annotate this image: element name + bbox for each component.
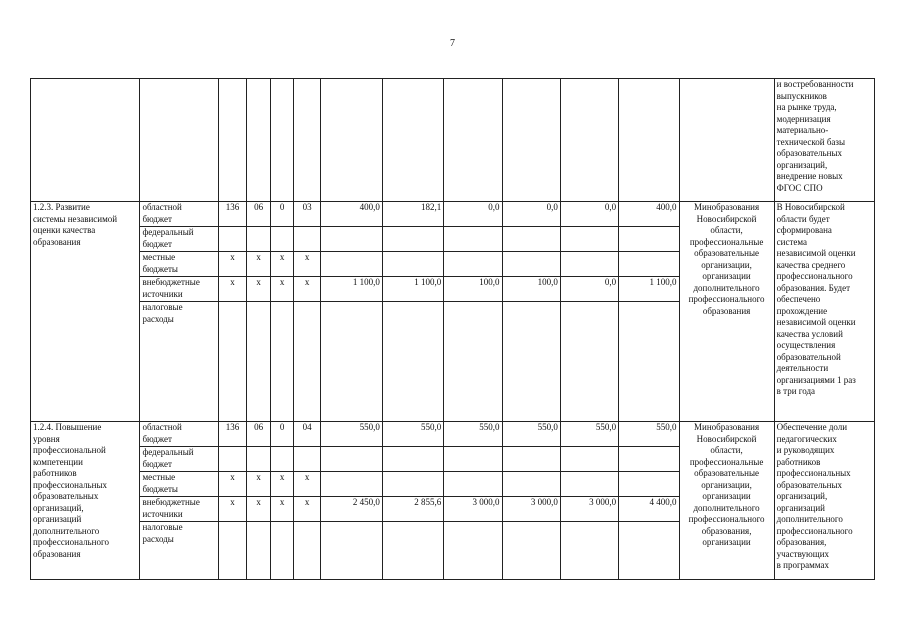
value-cell	[502, 252, 560, 277]
code-cell	[271, 79, 294, 202]
code-cell: 04	[293, 422, 321, 447]
task-name-cell: 1.2.3. Развитие системы независимой оценки качества образования	[31, 202, 140, 422]
code-cell: 06	[246, 202, 271, 227]
value-cell	[619, 522, 679, 580]
value-cell: 550,0	[502, 422, 560, 447]
code-cell	[293, 227, 321, 252]
value-cell: 0,0	[502, 202, 560, 227]
task-name-cell	[31, 79, 140, 202]
code-cell	[271, 302, 294, 422]
code-cell	[246, 227, 271, 252]
code-cell: x	[219, 472, 247, 497]
result-cell: В Новосибирской области будет сформирована система независимой оценки качества среднего профессионального образования. Будет обеспечено прохождение независимой оценки качества условий осуществления образовательной деятельности организациями 1 раз в три года	[774, 202, 874, 422]
code-cell	[271, 522, 294, 580]
source-cell: федеральный бюджет	[140, 227, 219, 252]
value-cell	[560, 227, 618, 252]
value-cell	[321, 79, 382, 202]
value-cell: 1 100,0	[382, 277, 443, 302]
code-cell: x	[246, 277, 271, 302]
value-cell	[560, 472, 618, 497]
value-cell: 550,0	[382, 422, 443, 447]
executor-cell: Минобразования Новосибирской области, профессиональные образовательные организации, организации дополнительного профессионального образования	[679, 202, 774, 422]
value-cell	[444, 227, 502, 252]
value-cell	[444, 302, 502, 422]
value-cell: 550,0	[619, 422, 679, 447]
value-cell	[321, 472, 382, 497]
code-cell: x	[219, 497, 247, 522]
value-cell: 550,0	[444, 422, 502, 447]
executor-cell: Минобразования Новосибирской области, профессиональные образовательные организации, организации дополнительного профессионального образования, организации	[679, 422, 774, 580]
value-cell: 0,0	[560, 202, 618, 227]
code-cell: 0	[271, 422, 294, 447]
table-row	[31, 422, 875, 447]
code-cell: x	[271, 277, 294, 302]
source-cell: налоговые расходы	[140, 522, 219, 580]
value-cell: 0,0	[560, 277, 618, 302]
value-cell	[502, 522, 560, 580]
value-cell	[560, 447, 618, 472]
value-cell	[444, 522, 502, 580]
source-cell: местные бюджеты	[140, 252, 219, 277]
value-cell	[321, 252, 382, 277]
source-cell: федеральный бюджет	[140, 447, 219, 472]
code-cell: 0	[271, 202, 294, 227]
code-cell	[219, 227, 247, 252]
source-cell: областной бюджет	[140, 422, 219, 447]
page-number: 7	[450, 38, 455, 49]
code-cell	[271, 227, 294, 252]
value-cell	[619, 252, 679, 277]
code-cell: x	[271, 252, 294, 277]
value-cell	[321, 302, 382, 422]
code-cell	[219, 447, 247, 472]
code-cell	[219, 302, 247, 422]
value-cell	[619, 79, 679, 202]
value-cell	[444, 252, 502, 277]
value-cell	[382, 447, 443, 472]
source-cell: местные бюджеты	[140, 472, 219, 497]
value-cell	[619, 227, 679, 252]
code-cell	[219, 79, 247, 202]
value-cell	[560, 79, 618, 202]
value-cell: 2 855,6	[382, 497, 443, 522]
value-cell: 400,0	[321, 202, 382, 227]
value-cell	[619, 447, 679, 472]
code-cell	[246, 447, 271, 472]
code-cell: 06	[246, 422, 271, 447]
result-cell: Обеспечение доли педагогических и руководящих работников профессиональных образовательных организаций, организаций дополнительного профессионального образования, участвующих в программах	[774, 422, 874, 580]
result-cell: и востребованности выпускников на рынке труда, модернизация материально- технической базы образовательных организаций, внедрение новых ФГОС СПО	[774, 79, 874, 202]
value-cell	[382, 252, 443, 277]
code-cell	[219, 522, 247, 580]
value-cell	[444, 447, 502, 472]
code-cell	[293, 79, 321, 202]
value-cell: 400,0	[619, 202, 679, 227]
value-cell	[502, 79, 560, 202]
value-cell: 1 100,0	[321, 277, 382, 302]
code-cell: x	[246, 252, 271, 277]
source-cell: областной бюджет	[140, 202, 219, 227]
code-cell: x	[293, 472, 321, 497]
source-cell: внебюджетные источники	[140, 277, 219, 302]
value-cell	[382, 472, 443, 497]
code-cell: x	[271, 472, 294, 497]
code-cell: 136	[219, 202, 247, 227]
code-cell	[293, 302, 321, 422]
executor-cell	[679, 79, 774, 202]
code-cell	[293, 522, 321, 580]
source-cell: внебюджетные источники	[140, 497, 219, 522]
value-cell	[321, 522, 382, 580]
table-row	[31, 202, 875, 227]
value-cell: 100,0	[502, 277, 560, 302]
value-cell	[321, 227, 382, 252]
value-cell	[502, 227, 560, 252]
value-cell: 0,0	[444, 202, 502, 227]
value-cell	[444, 79, 502, 202]
value-cell: 3 000,0	[444, 497, 502, 522]
code-cell: x	[293, 252, 321, 277]
task-name-cell: 1.2.4. Повышение уровня профессиональной компетенции работников профессиональных образовательных организаций, организаций дополнительного профессионального образования	[31, 422, 140, 580]
value-cell	[382, 79, 443, 202]
value-cell	[502, 302, 560, 422]
value-cell: 2 450,0	[321, 497, 382, 522]
code-cell	[246, 79, 271, 202]
value-cell: 3 000,0	[502, 497, 560, 522]
value-cell	[560, 302, 618, 422]
code-cell	[293, 447, 321, 472]
code-cell	[246, 522, 271, 580]
table-row-continuation	[31, 79, 875, 202]
value-cell: 3 000,0	[560, 497, 618, 522]
code-cell: x	[246, 497, 271, 522]
value-cell	[382, 227, 443, 252]
code-cell: x	[219, 252, 247, 277]
table-body	[31, 79, 875, 580]
code-cell: x	[293, 277, 321, 302]
code-cell: x	[246, 472, 271, 497]
code-cell: x	[219, 277, 247, 302]
code-cell	[246, 302, 271, 422]
source-cell	[140, 79, 219, 202]
value-cell	[444, 472, 502, 497]
value-cell: 550,0	[560, 422, 618, 447]
value-cell	[502, 472, 560, 497]
value-cell	[619, 302, 679, 422]
program-table	[30, 78, 875, 580]
value-cell	[382, 302, 443, 422]
code-cell	[271, 447, 294, 472]
value-cell: 100,0	[444, 277, 502, 302]
value-cell	[502, 447, 560, 472]
code-cell: x	[293, 497, 321, 522]
value-cell: 4 400,0	[619, 497, 679, 522]
code-cell: 136	[219, 422, 247, 447]
value-cell	[560, 252, 618, 277]
code-cell: 03	[293, 202, 321, 227]
value-cell	[382, 522, 443, 580]
value-cell	[321, 447, 382, 472]
value-cell: 182,1	[382, 202, 443, 227]
value-cell	[560, 522, 618, 580]
source-cell: налоговые расходы	[140, 302, 219, 422]
value-cell: 1 100,0	[619, 277, 679, 302]
value-cell	[619, 472, 679, 497]
value-cell: 550,0	[321, 422, 382, 447]
code-cell: x	[271, 497, 294, 522]
